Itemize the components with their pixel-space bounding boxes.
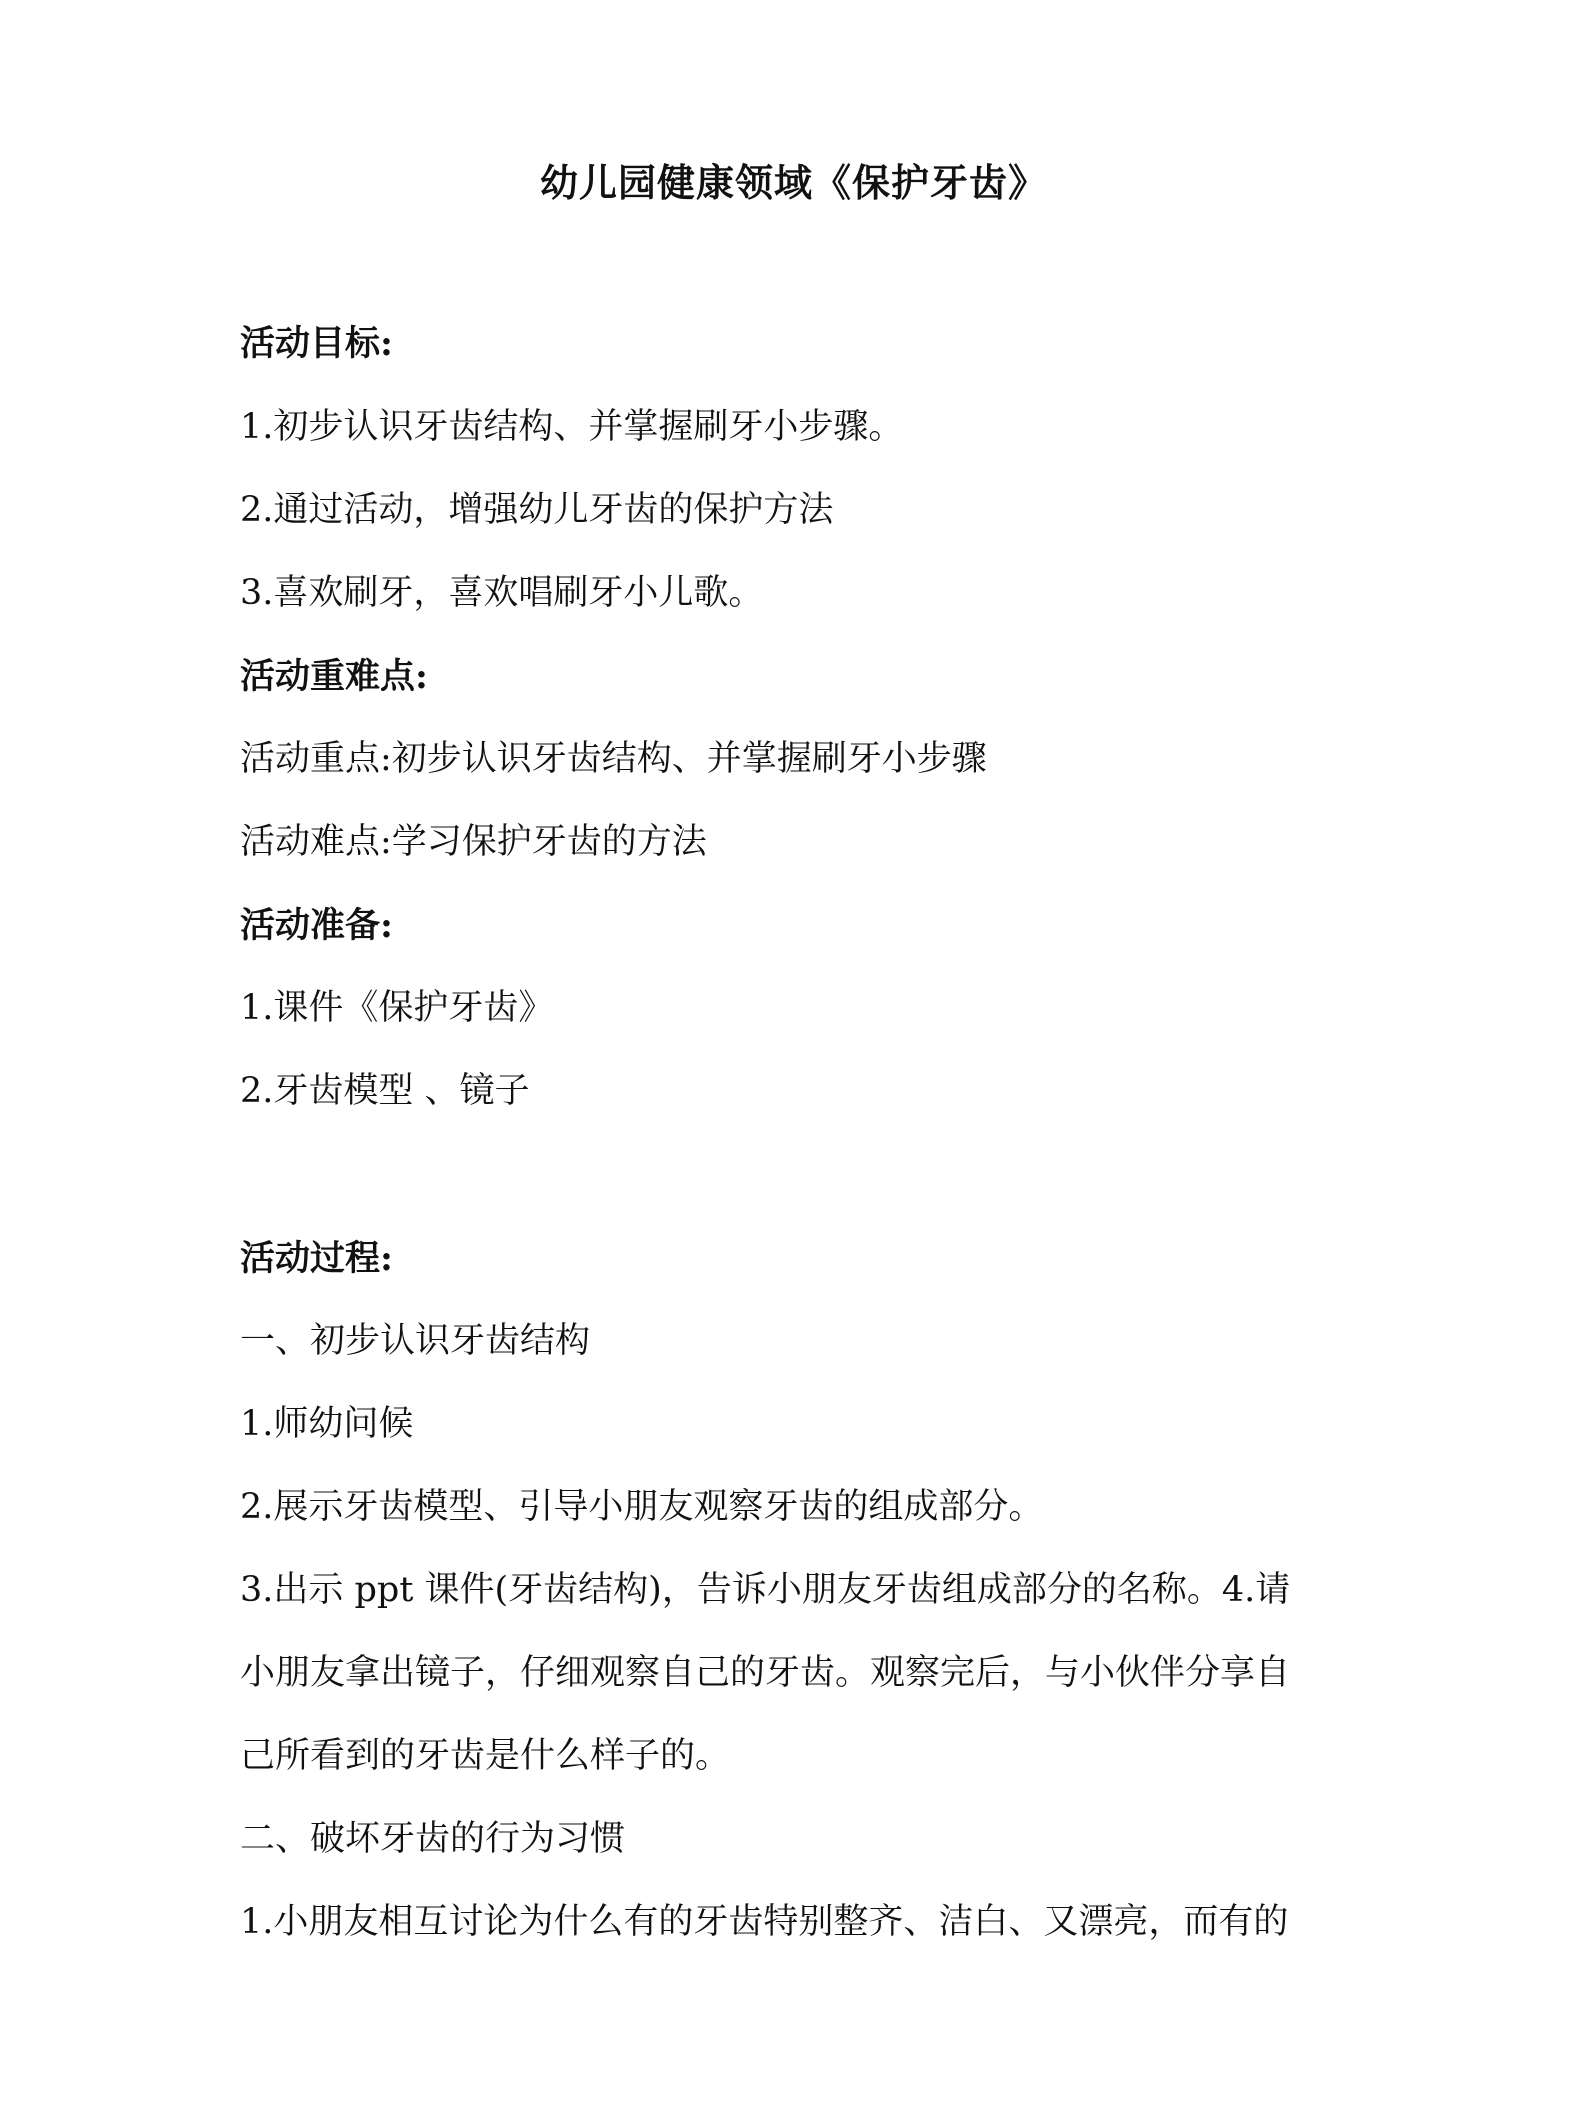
goal-item-3: 3.喜欢刷牙，喜欢唱刷牙小儿歌。 <box>240 573 764 613</box>
document-title: 幼儿园健康领域《保护牙齿》 <box>539 160 1047 205</box>
section-heading-key-points: 活动重难点: <box>240 656 428 697</box>
process-step-4-end: 己所看到的牙齿是什么样子的。 <box>240 1736 731 1776</box>
preparation-item-1: 1.课件《保护牙齿》 <box>240 988 554 1028</box>
process-part-2-heading: 二、破坏牙齿的行为习惯 <box>240 1819 626 1859</box>
process-step-3: 3.出示 ppt 课件(牙齿结构)，告诉小朋友牙齿组成部分的名称。4.请 <box>240 1570 1291 1610</box>
section-heading-goals: 活动目标: <box>240 323 393 364</box>
key-point-difficulty: 活动难点:学习保护牙齿的方法 <box>240 822 707 862</box>
process-step-1: 1.师幼问候 <box>240 1404 414 1444</box>
preparation-item-2: 2.牙齿模型 、镜子 <box>240 1071 530 1111</box>
process-part-1-heading: 一、初步认识牙齿结构 <box>240 1321 591 1361</box>
process-step-4-continued: 小朋友拿出镜子，仔细观察自己的牙齿。观察完后，与小伙伴分享自 <box>240 1653 1291 1693</box>
process-step-2: 2.展示牙齿模型、引导小朋友观察牙齿的组成部分。 <box>240 1487 1044 1527</box>
process-part-2-step-1: 1.小朋友相互讨论为什么有的牙齿特别整齐、洁白、又漂亮，而有的 <box>240 1902 1289 1942</box>
section-heading-preparation: 活动准备: <box>240 905 393 946</box>
section-heading-process: 活动过程: <box>240 1238 393 1279</box>
goal-item-2: 2.通过活动，增强幼儿牙齿的保护方法 <box>240 490 834 530</box>
key-point-focus: 活动重点:初步认识牙齿结构、并掌握刷牙小步骤 <box>240 739 987 779</box>
goal-item-1: 1.初步认识牙齿结构、并掌握刷牙小步骤。 <box>240 407 904 447</box>
